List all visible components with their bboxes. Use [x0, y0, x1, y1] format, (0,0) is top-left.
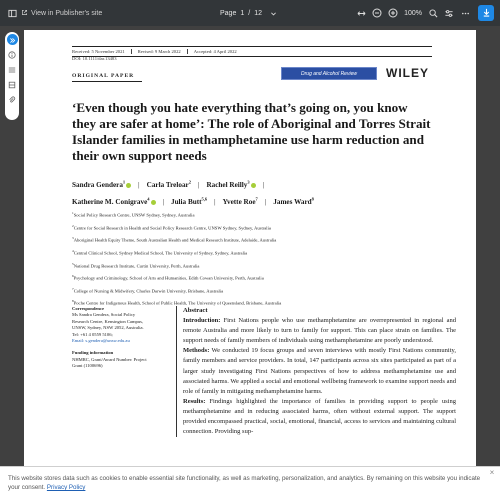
- thumbnails-icon[interactable]: [7, 80, 17, 90]
- correspondence-line: UNSW, Sydney, NSW 2052, Australia.: [72, 325, 144, 331]
- author[interactable]: Katherine M. Conigrave$^4$: [72, 198, 156, 206]
- zoom-out-icon[interactable]: [370, 6, 384, 20]
- journal-name: Drug and Alcohol Review: [301, 70, 357, 77]
- doi: DOI: 10.1111/dar.13483: [72, 56, 117, 61]
- pdf-page: [24, 30, 476, 500]
- correspondence-line: Tel: +61 4 0559 5106;: [72, 331, 113, 337]
- page-current[interactable]: 1: [240, 9, 245, 17]
- correspondence-line: Ms Sandra Gendera, Social Policy: [72, 312, 136, 318]
- close-icon[interactable]: ×: [489, 468, 495, 477]
- cookie-text: This website stores data such as cookies to enable essential site functionality, as well as marketing, personalization, and analytics. By remaining on this website you indicate your consent.: [8, 475, 481, 491]
- section-label: ORIGINAL PAPER: [72, 73, 135, 79]
- view-in-publisher-link[interactable]: [21, 9, 102, 18]
- attachment-icon[interactable]: [7, 95, 17, 105]
- affiliation: $^6$Psychology and Criminology, School of Arts and Humanities, Edith Cowan University, Perth, Australia: [72, 274, 264, 281]
- correspondence-block: [72, 306, 170, 370]
- correspondence-line: Research Centre, Kensington Campus,: [72, 318, 144, 324]
- correspondence-heading: Correspondence: [72, 306, 105, 311]
- zoom-level: 100%: [404, 9, 422, 17]
- orcid-icon[interactable]: [251, 183, 256, 188]
- outline-list-icon[interactable]: [7, 65, 17, 75]
- publisher-link-label: View in Publisher's site: [31, 9, 103, 17]
- revised-date: Revised: 9 March 2022: [138, 49, 188, 54]
- article-dates: [72, 46, 432, 57]
- author[interactable]: Julia Butt$^{5,6}$: [170, 196, 208, 206]
- author[interactable]: Rachel Reilly$^3$: [206, 181, 255, 189]
- cookie-banner: [0, 466, 500, 500]
- affiliation: $^2$Centre for Social Research in Health and Social Policy Research Centre, UNSW Sydney, Sydney, Australia: [72, 223, 271, 231]
- orcid-icon[interactable]: [151, 200, 156, 205]
- expand-panel-button[interactable]: [7, 34, 18, 45]
- author-list: Sandra Gendera$^1$ | Carla Treloar$^2$ | Rachel Reilly$^3$ | Katherine M. Conigrave$^4$ | Julia Butt$^{5,6}$ | Yvette Roe$^7$ | James Ward$^8$: [72, 180, 314, 206]
- affiliation: $^5$National Drug Research Institute, Curtin University, Perth, Australia: [72, 261, 200, 269]
- abstract-heading: Abstract: [183, 307, 208, 314]
- fit-width-icon[interactable]: [354, 6, 368, 20]
- journal-logo: [281, 67, 377, 80]
- sidebar-toggle-icon[interactable]: [5, 6, 19, 20]
- abstract-paragraph: Results: Findings highlighted the importance of families in providing support to people using methamphetamine and in reducing associated harms, often without external support. The support provided encompassed practical, social, emotional, financial, access to services and maintaining cultural connection. Providing sup-: [183, 397, 456, 436]
- section-rule: [72, 81, 142, 82]
- viewer-toolbar: [0, 0, 500, 26]
- affiliation: $^7$College of Nursing & Midwifery, Charles Darwin University, Brisbane, Australia: [72, 286, 224, 294]
- author[interactable]: Yvette Roe$^7$: [222, 196, 258, 206]
- affiliation: $^4$Central Clinical School, Sydney Medical School, The University of Sydney, Sydney, Australia: [72, 248, 248, 256]
- funding-line: NHMRC, Grant/Award Number: Project: [72, 356, 147, 362]
- funding-heading: Funding information: [72, 350, 114, 356]
- affiliation: $^3$Aboriginal Health Equity Theme, South Australian Health and Medical Research Institute, Adelaide, Australia: [72, 236, 277, 243]
- page-total: 12: [254, 9, 263, 17]
- info-icon[interactable]: [7, 50, 17, 60]
- affiliation: $^1$Social Policy Research Centre, UNSW Sydney, Sydney, Australia: [72, 211, 195, 218]
- search-icon[interactable]: [426, 6, 440, 20]
- article-title: ‘Even though you hate everything that’s going on, you know they are safer at home’: The role of Aboriginal and Torres Strait Islander families in methamphetamine use harm reduction and their own support needs: [72, 100, 431, 163]
- zoom-in-icon[interactable]: [386, 6, 400, 20]
- page-indicator: [220, 0, 280, 26]
- download-icon: [482, 8, 491, 19]
- external-link-icon: [21, 9, 28, 18]
- author[interactable]: James Ward$^8$: [273, 196, 314, 206]
- abstract-block: [176, 306, 456, 437]
- chevron-down-icon[interactable]: [266, 6, 280, 20]
- affiliation-list: [72, 208, 412, 309]
- settings-sliders-icon[interactable]: [442, 6, 456, 20]
- privacy-policy-link[interactable]: Privacy Policy: [46, 483, 86, 491]
- more-options-icon[interactable]: [458, 6, 472, 20]
- page-label: Page: [220, 9, 237, 17]
- accepted-date: Accepted: 4 April 2022: [193, 49, 237, 54]
- funding-line: Grant (1100696): [72, 363, 103, 369]
- author[interactable]: Sandra Gendera$^1$: [72, 181, 131, 189]
- page-sep: /: [248, 9, 251, 17]
- author[interactable]: Carla Treloar$^2$: [146, 180, 191, 190]
- publisher-logo: WILEY: [386, 66, 429, 80]
- correspondence-email[interactable]: Email: s.gendera@unsw.edu.au: [72, 338, 130, 344]
- affiliation: $^8$Poche Centre for Indigenous Health, School of Public Health, The University of Queensland, Brisbane, Australia: [72, 299, 282, 306]
- abstract-paragraph: Introduction: First Nations people who use methamphetamine are overrepresented in regional and remote Australia and more likely to turn to family for support. This can place strain on families. The support needs of family members of individuals using methamphetamine are poorly understood.: [183, 317, 456, 345]
- received-date: Received: 5 November 2021: [72, 49, 132, 54]
- abstract-paragraph: Methods: We conducted 19 focus groups and seven interviews with mostly First Nations community, family members and service providers. In total, 147 participants across six sites participated as part of a larger study investigating First Nations perspectives of how to address methamphetamine use and associated harms. We applied a social and emotional wellbeing framework to examine support needs and role of family in mitigating methamphetamine harms.: [183, 347, 456, 395]
- download-button[interactable]: [478, 5, 494, 21]
- double-chevron-right-icon: [9, 31, 16, 49]
- side-tool-panel: [5, 32, 19, 120]
